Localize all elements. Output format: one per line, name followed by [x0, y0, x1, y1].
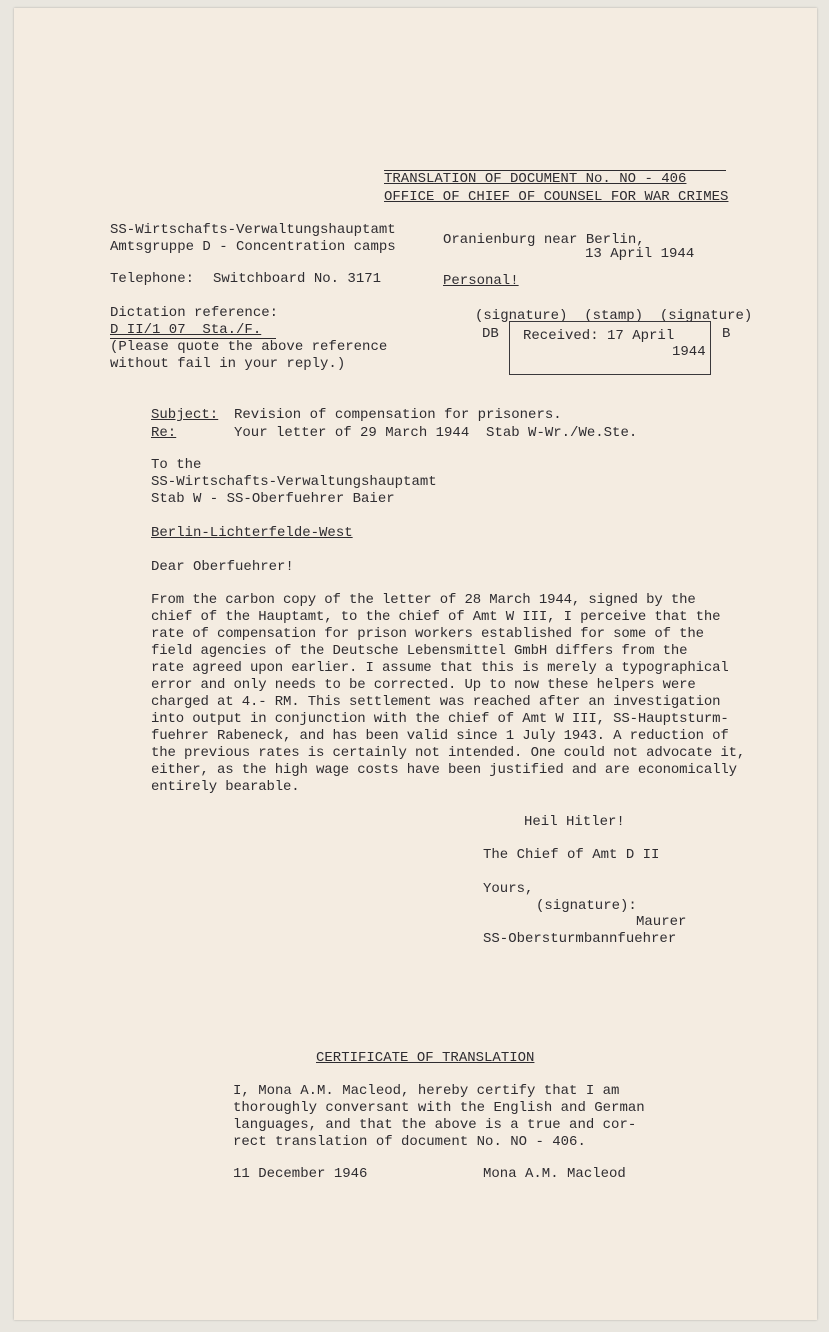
body-line: into output in conjunction with the chief of Amt W III, SS-Hauptsturm- [151, 711, 729, 727]
stamp-initials-right: B [722, 326, 731, 342]
reference-note-line1: (Please quote the above reference [110, 339, 388, 355]
certificate-line: languages, and that the above is a true and cor- [233, 1117, 637, 1133]
body-line: rate agreed upon earlier. I assume that this is merely a typographical [151, 660, 729, 676]
closing-yours: Yours, [483, 881, 534, 897]
body-line: chief of the Hauptamt, to the chief of Amt W III, I perceive that the [151, 609, 721, 625]
subject-label: Subject: [151, 407, 219, 423]
re-text: Your letter of 29 March 1944 Stab W-Wr./We.Ste. [234, 425, 638, 441]
stamp-received-year: 1944 [672, 344, 706, 360]
personal-marker: Personal! [443, 273, 519, 289]
telephone-value: Switchboard No. 3171 [213, 271, 382, 287]
office-header: OFFICE OF CHIEF OF COUNSEL FOR WAR CRIMES [384, 189, 729, 205]
dictation-label: Dictation reference: [110, 305, 279, 321]
stamp-received-date: Received: 17 April [523, 328, 675, 344]
body-line: rate of compensation for prison workers established for some of the [151, 626, 704, 642]
subject-text: Revision of compensation for prisoners. [234, 407, 562, 423]
certificate-line: thoroughly conversant with the English and German [233, 1100, 645, 1116]
body-line: fuehrer Rabeneck, and has been valid since 1 July 1943. A reduction of [151, 728, 729, 744]
recipient-line3: Stab W - SS-Oberfuehrer Baier [151, 491, 395, 507]
certificate-line: rect translation of document No. NO - 406. [233, 1134, 586, 1150]
translation-header: TRANSLATION OF DOCUMENT No. NO - 406 [384, 171, 687, 187]
sender-department: Amtsgruppe D - Concentration camps [110, 239, 396, 255]
body-line: the previous rates is certainly not intended. One could not advocate it, [151, 745, 746, 761]
recipient-line1: To the [151, 457, 202, 473]
certificate-signer: Mona A.M. Macleod [483, 1166, 626, 1182]
salutation: Dear Oberfuehrer! [151, 559, 294, 575]
body-line: field agencies of the Deutsche Lebensmittel GmbH differs from the [151, 643, 688, 659]
body-line: entirely bearable. [151, 779, 300, 795]
stamp-labels: (signature) (stamp) (signature) [475, 308, 753, 324]
reference-note-line2: without fail in your reply.) [110, 356, 346, 372]
dictation-reference: D II/1 07 Sta./F. [110, 322, 262, 338]
body-line: From the carbon copy of the letter of 28 March 1944, signed by the [151, 592, 696, 608]
recipient-line2: SS-Wirtschafts-Verwaltungshauptamt [151, 474, 437, 490]
place: Oranienburg near Berlin, [443, 232, 645, 248]
body-line: either, as the high wage costs have been justified and are economically [151, 762, 737, 778]
closing-rank: SS-Obersturmbannfuehrer [483, 931, 677, 947]
certificate-line: I, Mona A.M. Macleod, hereby certify that I am [233, 1083, 620, 1099]
recipient-city: Berlin-Lichterfelde-West [151, 525, 353, 541]
closing-signature-label: (signature): [536, 898, 637, 914]
letter-date: 13 April 1944 [585, 246, 695, 262]
closing-name: Maurer [636, 914, 687, 930]
body-line: charged at 4.- RM. This settlement was reached after an investigation [151, 694, 721, 710]
certificate-title: CERTIFICATE OF TRANSLATION [316, 1050, 535, 1066]
re-label: Re: [151, 425, 177, 441]
body-line: error and only needs to be corrected. Up to now these helpers were [151, 677, 696, 693]
letter-body [151, 592, 745, 796]
sender-organization: SS-Wirtschafts-Verwaltungshauptamt [110, 222, 396, 238]
certificate-date: 11 December 1946 [233, 1166, 368, 1182]
closing-title: The Chief of Amt D II [483, 847, 660, 863]
closing-greeting: Heil Hitler! [524, 814, 625, 830]
certificate-body [233, 1083, 645, 1151]
telephone-label: Telephone: [110, 271, 195, 287]
stamp-initials-left: DB [482, 326, 499, 342]
